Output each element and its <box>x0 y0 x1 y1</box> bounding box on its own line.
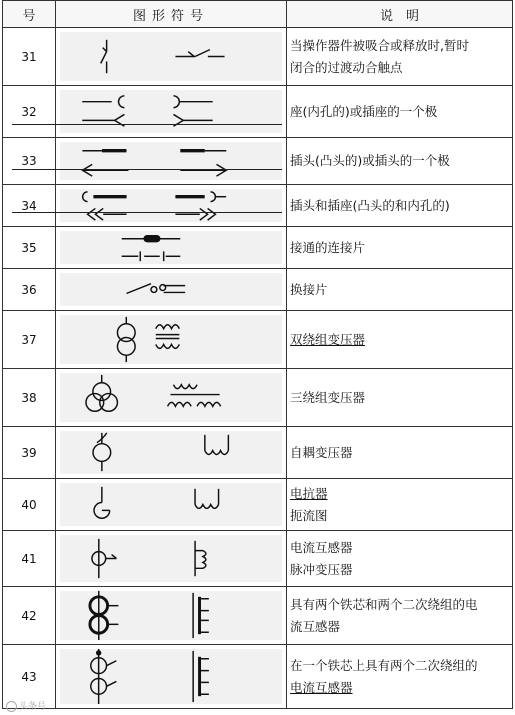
row-description: 在一个铁芯上具有两个二次绕组的 电流互感器 <box>287 645 513 709</box>
closed-link-symbol-icon <box>56 227 286 268</box>
reactor-symbol-icon <box>56 479 286 530</box>
two-winding-transformer-symbol-icon <box>56 311 286 368</box>
row-description: 电流互感器 脉冲变压器 <box>287 531 513 587</box>
crossing-line <box>12 212 282 213</box>
table-row <box>3 185 513 227</box>
table-row <box>3 479 513 531</box>
symbol-cell <box>56 185 287 227</box>
three-winding-transformer-symbol-icon <box>56 369 286 426</box>
row-number: 33 <box>3 138 56 185</box>
table-row <box>3 269 513 311</box>
row-number: 35 <box>3 227 56 269</box>
row-description: 座(内孔的)或插座的一个极 <box>287 86 513 138</box>
row-number: 32 <box>3 86 56 138</box>
row-description: 换接片 <box>287 269 513 311</box>
symbol-cell <box>56 479 287 531</box>
header-row <box>3 1 513 28</box>
row-number: 40 <box>3 479 56 531</box>
watermark: 头条号 <box>6 699 46 712</box>
two-core-current-transformer-symbol-icon <box>56 587 286 644</box>
symbol-cell <box>56 427 287 479</box>
table-row <box>3 369 513 427</box>
symbol-cell <box>56 311 287 369</box>
crossing-line <box>12 124 282 125</box>
current-transformer-symbol-icon <box>56 531 286 586</box>
header-symbol: 图形符号 <box>56 1 287 28</box>
row-description: 双绕组变压器 <box>287 311 513 369</box>
table-row <box>3 28 513 86</box>
row-description: 当操作器件被吸合或释放时,暂时 闭合的过渡动合触点 <box>287 28 513 86</box>
row-description: 具有两个铁芯和两个二次绕组的电 流互感器 <box>287 587 513 645</box>
row-number: 43 <box>3 645 56 709</box>
header-description: 说 明 <box>287 1 513 28</box>
plug-and-socket-symbol-icon <box>56 185 286 226</box>
crossing-line <box>12 169 282 170</box>
watermark-logo-icon <box>6 701 17 712</box>
row-number: 42 <box>3 587 56 645</box>
plug-pole-symbol-icon <box>56 138 286 184</box>
row-number: 38 <box>3 369 56 427</box>
symbol-cell <box>56 138 287 185</box>
symbol-cell <box>56 369 287 427</box>
row-number: 37 <box>3 311 56 369</box>
symbol-cell <box>56 645 287 709</box>
table-row <box>3 645 513 709</box>
row-description: 接通的连接片 <box>287 227 513 269</box>
row-description: 自耦变压器 <box>287 427 513 479</box>
table-row <box>3 227 513 269</box>
symbol-cell <box>56 227 287 269</box>
row-number: 41 <box>3 531 56 587</box>
table-row <box>3 427 513 479</box>
table-row <box>3 531 513 587</box>
symbol-cell <box>56 86 287 138</box>
row-description: 插头和插座(凸头的和内孔的) <box>287 185 513 227</box>
row-description: 插头(凸头的)或插头的一个极 <box>287 138 513 185</box>
transition-make-contact-symbol-icon <box>56 28 286 85</box>
changeover-link-symbol-icon <box>56 269 286 310</box>
row-number: 31 <box>3 28 56 86</box>
autotransformer-symbol-icon <box>56 427 286 478</box>
socket-pole-symbol-icon <box>56 86 286 137</box>
table-row <box>3 311 513 369</box>
table-row <box>3 138 513 185</box>
symbol-cell <box>56 587 287 645</box>
symbol-cell <box>56 531 287 587</box>
table-row <box>3 587 513 645</box>
row-description: 三绕组变压器 <box>287 369 513 427</box>
symbol-cell <box>56 269 287 311</box>
row-number: 36 <box>3 269 56 311</box>
symbol-cell <box>56 28 287 86</box>
header-number: 号 <box>3 1 56 28</box>
row-number: 39 <box>3 427 56 479</box>
symbol-table <box>2 0 513 709</box>
one-core-two-secondary-current-transformer-symbol-icon <box>56 645 286 708</box>
row-description: 电抗器 扼流图 <box>287 479 513 531</box>
table-row <box>3 86 513 138</box>
row-number: 34 <box>3 185 56 227</box>
